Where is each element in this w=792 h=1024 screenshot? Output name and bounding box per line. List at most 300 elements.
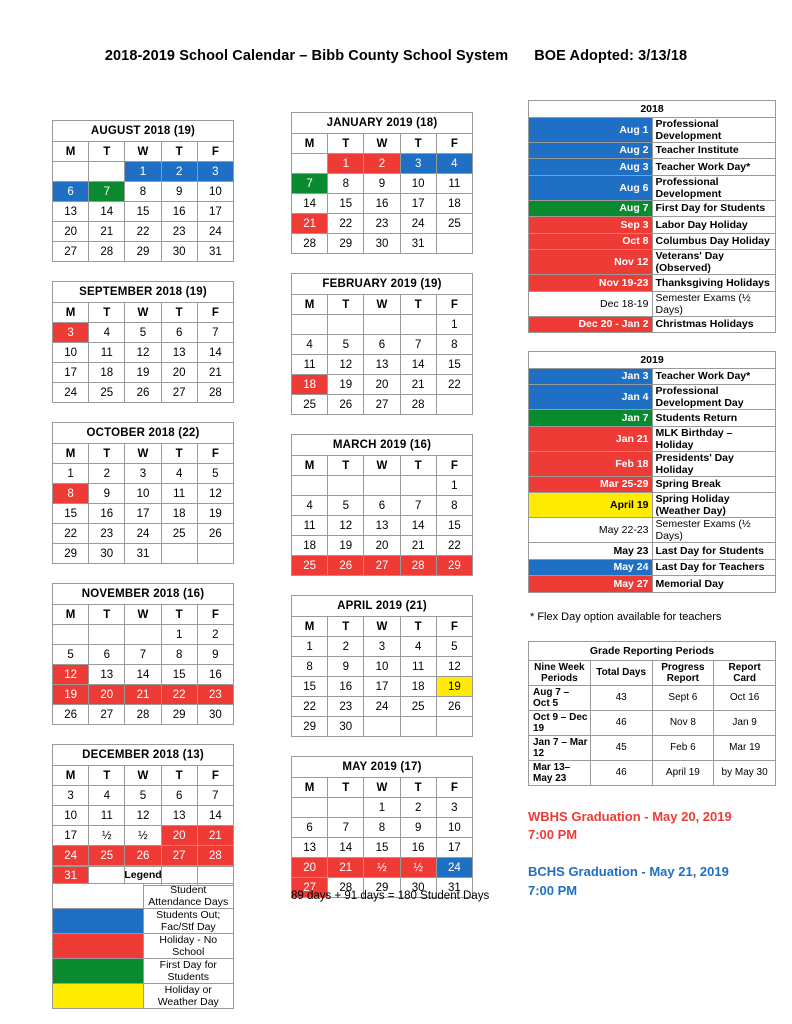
day-cell: ½	[89, 826, 125, 846]
day-cell: 15	[292, 677, 328, 697]
day-cell: 30	[400, 878, 436, 898]
day-cell: 28	[197, 383, 233, 403]
month-block	[52, 744, 234, 886]
month-table	[291, 756, 473, 898]
empty-cell	[53, 625, 89, 645]
event-description: Veterans' Day (Observed)	[652, 250, 776, 275]
day-cell: 19	[125, 363, 161, 383]
event-date: Jan 4	[529, 385, 653, 410]
day-cell: 27	[364, 395, 400, 415]
week-row	[292, 516, 473, 536]
week-row	[292, 234, 473, 254]
empty-cell	[400, 476, 436, 496]
day-cell: 6	[364, 335, 400, 355]
day-cell: 10	[53, 806, 89, 826]
week-row	[292, 496, 473, 516]
day-cell: 11	[436, 174, 472, 194]
grade-reporting-row	[529, 710, 776, 735]
week-row	[292, 697, 473, 717]
flex-day-note: * Flex Day option available for teachers	[530, 610, 722, 623]
day-of-week-header: W	[364, 778, 400, 798]
week-row	[53, 786, 234, 806]
day-cell: 10	[125, 484, 161, 504]
day-cell: 28	[197, 846, 233, 866]
day-cell: 7	[197, 323, 233, 343]
day-cell: 30	[197, 705, 233, 725]
day-cell: 3	[53, 786, 89, 806]
week-row	[292, 838, 473, 858]
day-of-week-header: T	[161, 142, 197, 162]
day-cell: 1	[328, 154, 364, 174]
legend-body	[53, 867, 234, 1009]
day-cell: 10	[364, 657, 400, 677]
day-of-week-header: W	[125, 142, 161, 162]
week-row	[292, 637, 473, 657]
day-cell: 20	[161, 363, 197, 383]
day-cell: 7	[292, 174, 328, 194]
day-cell: 5	[125, 323, 161, 343]
event-description: Professional Development	[652, 117, 776, 142]
legend-block	[52, 866, 234, 1009]
day-cell: 9	[364, 174, 400, 194]
week-row	[53, 826, 234, 846]
legend-row	[53, 884, 234, 909]
legend-table	[52, 866, 234, 1009]
day-cell: 2	[364, 154, 400, 174]
day-cell: 13	[364, 516, 400, 536]
day-cell: 7	[400, 335, 436, 355]
day-cell: 19	[53, 685, 89, 705]
empty-cell	[436, 234, 472, 254]
day-cell: 21	[292, 214, 328, 234]
day-cell: 8	[436, 335, 472, 355]
week-row	[292, 677, 473, 697]
week-row	[292, 717, 473, 737]
day-of-week-header: M	[53, 303, 89, 323]
day-cell: 20	[292, 858, 328, 878]
events-table-2018	[528, 100, 776, 333]
day-cell: 26	[53, 705, 89, 725]
empty-cell	[197, 544, 233, 564]
day-cell: 19	[328, 375, 364, 395]
day-cell: 8	[161, 645, 197, 665]
day-cell: 9	[89, 484, 125, 504]
month-block	[291, 434, 473, 576]
day-cell: 3	[364, 637, 400, 657]
day-cell: 30	[161, 242, 197, 262]
month-block	[291, 756, 473, 898]
events-table-2019	[528, 351, 776, 593]
day-of-week-header: T	[400, 778, 436, 798]
event-row	[529, 368, 776, 385]
day-cell: 4	[436, 154, 472, 174]
day-of-week-header: T	[89, 142, 125, 162]
empty-cell	[292, 476, 328, 496]
event-date: Feb 18	[529, 451, 653, 476]
day-cell: 29	[436, 556, 472, 576]
day-cell: 9	[197, 645, 233, 665]
event-row	[529, 385, 776, 410]
day-cell: 26	[328, 556, 364, 576]
empty-cell	[436, 717, 472, 737]
day-cell: 14	[400, 516, 436, 536]
day-cell: 5	[197, 464, 233, 484]
day-of-week-header: M	[53, 444, 89, 464]
day-cell: 14	[328, 838, 364, 858]
day-of-week-header: T	[400, 456, 436, 476]
day-cell: 1	[436, 315, 472, 335]
months-column-left	[52, 120, 234, 905]
month-title: OCTOBER 2018 (22)	[53, 423, 234, 444]
week-row	[53, 806, 234, 826]
week-row	[292, 194, 473, 214]
month-title: APRIL 2019 (21)	[292, 596, 473, 617]
day-cell: 13	[161, 343, 197, 363]
day-cell: 3	[53, 323, 89, 343]
day-cell: 30	[89, 544, 125, 564]
month-table	[52, 120, 234, 262]
day-cell: 23	[161, 222, 197, 242]
month-block	[52, 583, 234, 725]
event-row	[529, 576, 776, 593]
grade-reporting-cell: 43	[590, 685, 652, 710]
month-block	[52, 281, 234, 403]
event-row	[529, 410, 776, 427]
event-description: Teacher Work Day*	[652, 368, 776, 385]
day-cell: 26	[436, 697, 472, 717]
week-row	[53, 484, 234, 504]
day-of-week-header: T	[328, 456, 364, 476]
day-of-week-header: F	[197, 605, 233, 625]
event-row	[529, 175, 776, 200]
month-title: DECEMBER 2018 (13)	[53, 745, 234, 766]
day-cell: 14	[292, 194, 328, 214]
event-description: Spring Break	[652, 476, 776, 493]
event-date: Dec 18-19	[529, 291, 653, 316]
day-cell: ½	[125, 826, 161, 846]
week-row	[53, 363, 234, 383]
day-cell: 25	[292, 395, 328, 415]
month-block	[291, 273, 473, 415]
student-days-note: 89 days + 91 days = 180 Student Days	[291, 890, 490, 902]
legend-label: Students Out; Fac/Stf Day	[143, 909, 234, 934]
day-cell: ½	[364, 858, 400, 878]
legend-label: First Day for Students	[143, 959, 234, 984]
day-cell: 9	[161, 182, 197, 202]
day-cell: 22	[161, 685, 197, 705]
day-cell: 22	[328, 214, 364, 234]
month-block	[52, 120, 234, 262]
event-row	[529, 217, 776, 234]
day-cell: 19	[197, 504, 233, 524]
event-row	[529, 159, 776, 176]
week-row	[292, 476, 473, 496]
event-row	[529, 250, 776, 275]
day-cell: 24	[125, 524, 161, 544]
week-row	[53, 665, 234, 685]
day-cell: 31	[197, 242, 233, 262]
day-cell: 4	[292, 335, 328, 355]
week-row	[53, 222, 234, 242]
day-of-week-header: F	[197, 444, 233, 464]
day-cell: 22	[53, 524, 89, 544]
day-cell: 27	[161, 846, 197, 866]
month-title: FEBRUARY 2019 (19)	[292, 274, 473, 295]
graduation-title: BCHS Graduation - May 21, 2019	[528, 864, 729, 880]
event-date: Oct 8	[529, 233, 653, 250]
grade-reporting-wrapper	[528, 641, 776, 786]
month-table	[52, 281, 234, 403]
day-cell: 21	[328, 858, 364, 878]
day-cell: 12	[328, 516, 364, 536]
day-cell: 13	[292, 838, 328, 858]
empty-cell	[328, 798, 364, 818]
week-row	[292, 335, 473, 355]
grade-reporting-row	[529, 735, 776, 760]
day-cell: 14	[125, 665, 161, 685]
empty-cell	[292, 798, 328, 818]
week-row	[53, 162, 234, 182]
month-table	[52, 744, 234, 886]
event-row	[529, 200, 776, 217]
day-cell: 7	[328, 818, 364, 838]
day-cell: 3	[400, 154, 436, 174]
event-row	[529, 291, 776, 316]
event-row	[529, 559, 776, 576]
day-cell: 9	[400, 818, 436, 838]
event-row	[529, 426, 776, 451]
day-of-week-header: T	[328, 778, 364, 798]
week-row	[292, 315, 473, 335]
legend-row	[53, 934, 234, 959]
graduation-notes	[528, 808, 776, 901]
grade-reporting-title: Grade Reporting Periods	[529, 641, 776, 660]
empty-cell	[89, 162, 125, 182]
day-cell: 12	[125, 343, 161, 363]
day-cell: 18	[436, 194, 472, 214]
day-cell: 4	[400, 637, 436, 657]
day-of-week-header: W	[125, 303, 161, 323]
day-cell: 5	[125, 786, 161, 806]
events-2019-body	[529, 352, 776, 593]
day-cell: 4	[161, 464, 197, 484]
day-of-week-header: M	[53, 766, 89, 786]
day-of-week-header: W	[364, 456, 400, 476]
legend-swatch	[53, 934, 144, 959]
week-row	[53, 685, 234, 705]
day-cell: 20	[364, 536, 400, 556]
event-row	[529, 275, 776, 292]
day-cell: 24	[197, 222, 233, 242]
event-date: Aug 6	[529, 175, 653, 200]
day-cell: 29	[53, 544, 89, 564]
day-cell: 29	[364, 878, 400, 898]
day-of-week-header: T	[89, 303, 125, 323]
day-of-week-header: T	[328, 134, 364, 154]
legend-label: Student Attendance Days	[143, 884, 234, 909]
empty-cell	[89, 625, 125, 645]
week-row	[292, 536, 473, 556]
day-cell: 5	[436, 637, 472, 657]
event-row	[529, 543, 776, 560]
grade-reporting-cell: Jan 9	[714, 710, 776, 735]
empty-cell	[161, 544, 197, 564]
week-row	[53, 846, 234, 866]
day-cell: 17	[125, 504, 161, 524]
day-cell: 15	[161, 665, 197, 685]
graduation-note	[528, 863, 776, 901]
month-table	[291, 434, 473, 576]
event-description: Thanksgiving Holidays	[652, 275, 776, 292]
day-cell: 16	[400, 838, 436, 858]
legend-swatch	[53, 984, 144, 1009]
day-cell: 28	[400, 395, 436, 415]
day-cell: 15	[436, 516, 472, 536]
day-cell: 22	[436, 536, 472, 556]
day-cell: 26	[125, 846, 161, 866]
day-cell: 3	[197, 162, 233, 182]
week-row	[53, 182, 234, 202]
day-cell: 19	[328, 536, 364, 556]
day-cell: 17	[53, 826, 89, 846]
grade-reporting-table	[528, 641, 776, 786]
day-of-week-header: M	[292, 778, 328, 798]
day-cell: 15	[53, 504, 89, 524]
event-description: Memorial Day	[652, 576, 776, 593]
event-date: Aug 7	[529, 200, 653, 217]
month-title: JANUARY 2019 (18)	[292, 113, 473, 134]
event-row	[529, 476, 776, 493]
day-cell: 6	[89, 645, 125, 665]
day-cell: 13	[161, 806, 197, 826]
week-row	[292, 355, 473, 375]
grade-reporting-cell: 46	[590, 710, 652, 735]
day-cell: 28	[89, 242, 125, 262]
day-cell: 27	[161, 383, 197, 403]
empty-cell	[400, 717, 436, 737]
event-date: Aug 2	[529, 142, 653, 159]
day-cell: 1	[292, 637, 328, 657]
event-description: Spring Holiday (Weather Day)	[652, 493, 776, 518]
day-cell: 23	[89, 524, 125, 544]
week-row	[292, 798, 473, 818]
day-of-week-header: M	[53, 142, 89, 162]
day-cell: 5	[328, 335, 364, 355]
day-cell: 16	[197, 665, 233, 685]
week-row	[53, 464, 234, 484]
event-description: Students Return	[652, 410, 776, 427]
month-title: SEPTEMBER 2018 (19)	[53, 282, 234, 303]
event-row	[529, 142, 776, 159]
legend-row	[53, 984, 234, 1009]
day-cell: 6	[161, 786, 197, 806]
week-row	[53, 383, 234, 403]
day-cell: 12	[197, 484, 233, 504]
month-title: MAY 2019 (17)	[292, 757, 473, 778]
day-cell: 18	[292, 375, 328, 395]
empty-cell	[292, 154, 328, 174]
page-title	[0, 48, 792, 64]
day-cell: 16	[161, 202, 197, 222]
event-description: Last Day for Students	[652, 543, 776, 560]
day-cell: 12	[125, 806, 161, 826]
month-title: NOVEMBER 2018 (16)	[53, 584, 234, 605]
day-cell: 8	[125, 182, 161, 202]
day-cell: 10	[197, 182, 233, 202]
week-row	[53, 524, 234, 544]
day-cell: 13	[53, 202, 89, 222]
week-row	[292, 858, 473, 878]
event-description: Semester Exams (½ Days)	[652, 291, 776, 316]
day-cell: 16	[328, 677, 364, 697]
day-of-week-header: F	[436, 134, 472, 154]
day-of-week-header: T	[328, 617, 364, 637]
month-table	[291, 112, 473, 254]
day-cell: 11	[161, 484, 197, 504]
event-description: Christmas Holidays	[652, 316, 776, 333]
day-cell: 28	[400, 556, 436, 576]
grade-reporting-cell: Nov 8	[652, 710, 714, 735]
grade-reporting-header: Total Days	[590, 660, 652, 685]
week-row	[53, 202, 234, 222]
day-cell: 18	[292, 536, 328, 556]
event-date: Mar 25-29	[529, 476, 653, 493]
grade-reporting-header: Nine Week Periods	[529, 660, 591, 685]
event-date: Nov 12	[529, 250, 653, 275]
event-description: MLK Birthday – Holiday	[652, 426, 776, 451]
week-row	[292, 818, 473, 838]
day-cell: 31	[125, 544, 161, 564]
day-cell: 2	[400, 798, 436, 818]
day-of-week-header: F	[197, 303, 233, 323]
day-of-week-header: W	[125, 605, 161, 625]
day-of-week-header: W	[364, 295, 400, 315]
week-row	[292, 174, 473, 194]
event-description: Columbus Day Holiday	[652, 233, 776, 250]
empty-cell	[400, 315, 436, 335]
event-row	[529, 518, 776, 543]
month-table	[52, 422, 234, 564]
day-cell: 7	[400, 496, 436, 516]
day-of-week-header: F	[436, 456, 472, 476]
day-cell: 8	[53, 484, 89, 504]
day-of-week-header: M	[292, 617, 328, 637]
event-description: Last Day for Teachers	[652, 559, 776, 576]
event-date: May 23	[529, 543, 653, 560]
grade-reporting-cell: Oct 9 – Dec 19	[529, 710, 591, 735]
legend-swatch	[53, 909, 144, 934]
day-of-week-header: T	[89, 605, 125, 625]
grade-reporting-cell: Mar 19	[714, 735, 776, 760]
empty-cell	[328, 315, 364, 335]
day-cell: 31	[400, 234, 436, 254]
day-cell: 1	[436, 476, 472, 496]
grade-reporting-cell: 45	[590, 735, 652, 760]
day-of-week-header: T	[161, 766, 197, 786]
event-date: Aug 3	[529, 159, 653, 176]
graduation-note	[528, 808, 776, 846]
week-row	[53, 504, 234, 524]
day-cell: 19	[436, 677, 472, 697]
day-cell: 26	[328, 395, 364, 415]
event-description: Semester Exams (½ Days)	[652, 518, 776, 543]
day-cell: 18	[89, 363, 125, 383]
day-cell: 22	[436, 375, 472, 395]
day-cell: 3	[125, 464, 161, 484]
day-of-week-header: W	[125, 444, 161, 464]
day-cell: 25	[161, 524, 197, 544]
month-block	[291, 112, 473, 254]
